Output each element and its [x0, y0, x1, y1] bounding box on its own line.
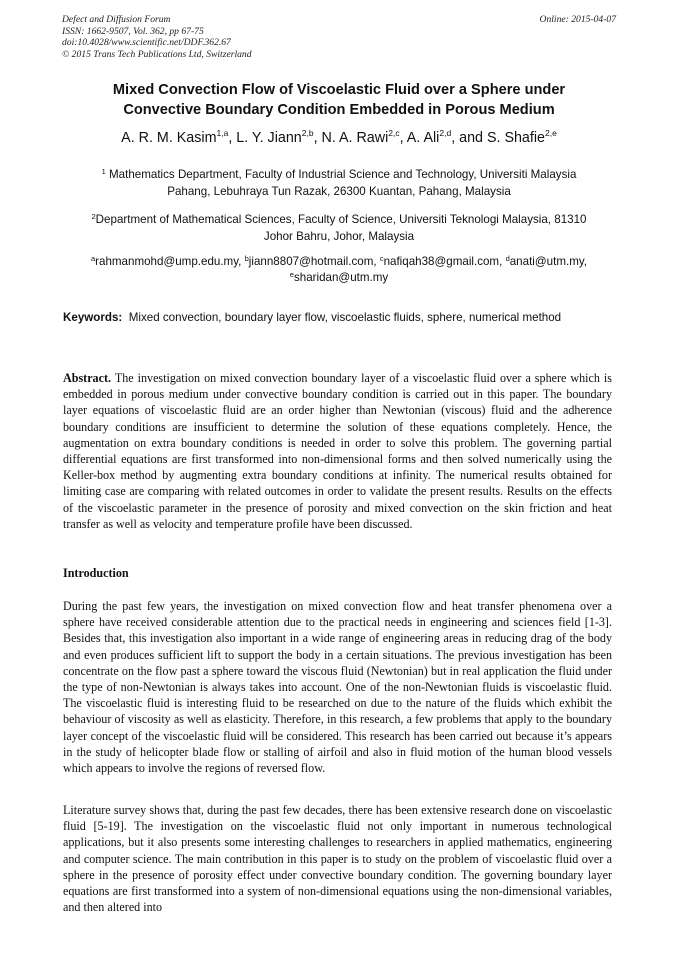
author-name: L. Y. Jiann	[236, 130, 302, 146]
author-separator: , and	[451, 130, 487, 146]
author-name: S. Shafie	[486, 130, 545, 146]
paper-title	[60, 80, 618, 120]
affiliation-2	[60, 212, 618, 245]
author-name: N. A. Rawi	[321, 130, 389, 146]
abstract-paragraph	[63, 370, 612, 532]
keywords-text: Mixed convection, boundary layer flow, viscoelastic fluids, sphere, numerical method	[128, 311, 562, 324]
affiliation-1	[60, 167, 618, 200]
affiliation-line: Johor Bahru, Johor, Malaysia	[263, 229, 415, 243]
doi-line: doi:10.4028/www.scientific.net/DDF.362.67	[62, 37, 231, 49]
online-date: Online: 2015-04-07	[539, 14, 616, 25]
author-name: A. Ali	[406, 130, 440, 146]
author-mark: 2,d	[439, 128, 452, 138]
affiliation-mark: 1	[101, 167, 106, 176]
keywords-block	[63, 310, 597, 326]
author-separator: ,	[228, 130, 237, 146]
abstract-label: Abstract.	[63, 371, 112, 385]
email-link[interactable]: anati@utm.my,	[509, 255, 588, 268]
email-list: $^a$rahmanmohd@ump.edu.my, $^b$jiann8807@hotmail.com, $^c$nafiqah38@gmail.com, $^d$anati@utm.my, $^e$sharidan@utm.my	[90, 254, 588, 284]
affiliation-line: Pahang, Lebuhraya Tun Razak, 26300 Kuantan, Pahang, Malaysia	[167, 184, 511, 198]
author-mark: 2,b	[301, 128, 314, 138]
abstract-text: The investigation on mixed convection boundary layer of a viscoelastic fluid over a sphere which is embedded in porous medium under convective boundary condition is carried out in this paper. The boundary layer equations of viscoelastic fluid are an order higher than Newtonian (viscous) fluid and the adherence boundary conditions are insufficient to determine the solution of these equations completely. Hence, the augmentation on extra boundary conditions is needed in order to solve this problem. The governing partial differential equations are first transformed into non-dimensional forms and then solved numerically using the Keller-box method by augmenting extra boundary conditions at infinity. The numerical results obtained for limiting case are comparing with related outcomes in order to validate the present results. Results on the effects of the viscoelastic parameter in the presence of porosity and mixed convection on the skin friction and heat transfer as well as velocity and temperature profile have been discussed.	[63, 371, 612, 531]
email-link[interactable]: rahmanmohd@ump.edu.my,	[95, 255, 242, 268]
author-list	[40, 129, 638, 147]
issn-line: ISSN: 1662-9507, Vol. 362, pp 67-75	[62, 25, 204, 37]
email-link[interactable]: jiann8807@hotmail.com,	[248, 255, 377, 268]
author-separator: ,	[313, 130, 322, 146]
email-link[interactable]: sharidan@utm.my	[293, 270, 389, 284]
affiliation-line: Mathematics Department, Faculty of Industrial Science and Technology, Universiti Malaysia	[109, 168, 577, 181]
author-mark: 2,c	[388, 128, 400, 138]
title-line-2: Convective Boundary Condition Embedded in Porous Medium	[123, 102, 555, 118]
title-line-1: Mixed Convection Flow of Viscoelastic Fluid over a Sphere under	[112, 82, 566, 98]
copyright-line: © 2015 Trans Tech Publications Ltd, Switzerland	[62, 48, 252, 60]
author-mark: 2,e	[545, 128, 557, 138]
body-paragraph: Literature survey shows that, during the past few decades, there has been extensive research done on viscoelastic fluid [5-19]. The investigation on the viscoelastic fluid not only important in numerous technological applications, but it also presents some interesting challenges to researchers in applied mathematics, engineering and computer science. The main contribution in this paper is to study on the problem of viscoelastic fluid over a sphere in the presence of porosity effect under convective boundary condition. The governing boundary layer equations are first transformed into a system of non-dimensional equations using the non-dimensional variables, and then altered into	[63, 803, 612, 915]
body-paragraph: During the past few years, the investigation on mixed convection flow and heat transfer phenomena over a sphere have received considerable attention due to the practical needs in engineering and sciences field [1-3]. Besides that, this investigation also important in a wide range of engineering areas in reducing drag of the body and even produces sufficient lift to support the body in a certain situations. The previous investigation has been concentrate on the flow past a sphere toward the viscous fluid (Newtonian) but in real application the fluid under the type of non-Newtonian is always takes into account. One of the non-Newtonian fluids is viscoelastic fluid. The viscoelastic fluid is interesting fluid to be researched on due to the nature of the fluids which exhibit the behaviour of viscosity as well as elasticity. Therefore, in this research, a few problems that apply to the boundary layer concept of the viscoelastic fluid will be considered. This research has been carried out because it’s appears in the study of helicopter blade flow or stalling of airfoil and also in fluid motion of the human blood vessels which appears to involve the regions of reversed flow.	[63, 599, 612, 776]
keywords-label: Keywords:	[63, 311, 123, 324]
email-link[interactable]: nafiqah38@gmail.com,	[383, 255, 503, 268]
author-separator: ,	[399, 130, 407, 146]
affiliation-line: Department of Mathematical Sciences, Faculty of Science, Universiti Teknologi Malaysia, 81310	[95, 213, 587, 226]
affiliation-mark: 2	[91, 212, 96, 221]
journal-name: Defect and Diffusion Forum	[62, 14, 171, 25]
journal-header	[62, 14, 252, 60]
author-name: A. R. M. Kasim	[121, 130, 217, 146]
author-mark: 1,a	[216, 128, 229, 138]
section-heading-introduction: Introduction	[63, 566, 129, 580]
